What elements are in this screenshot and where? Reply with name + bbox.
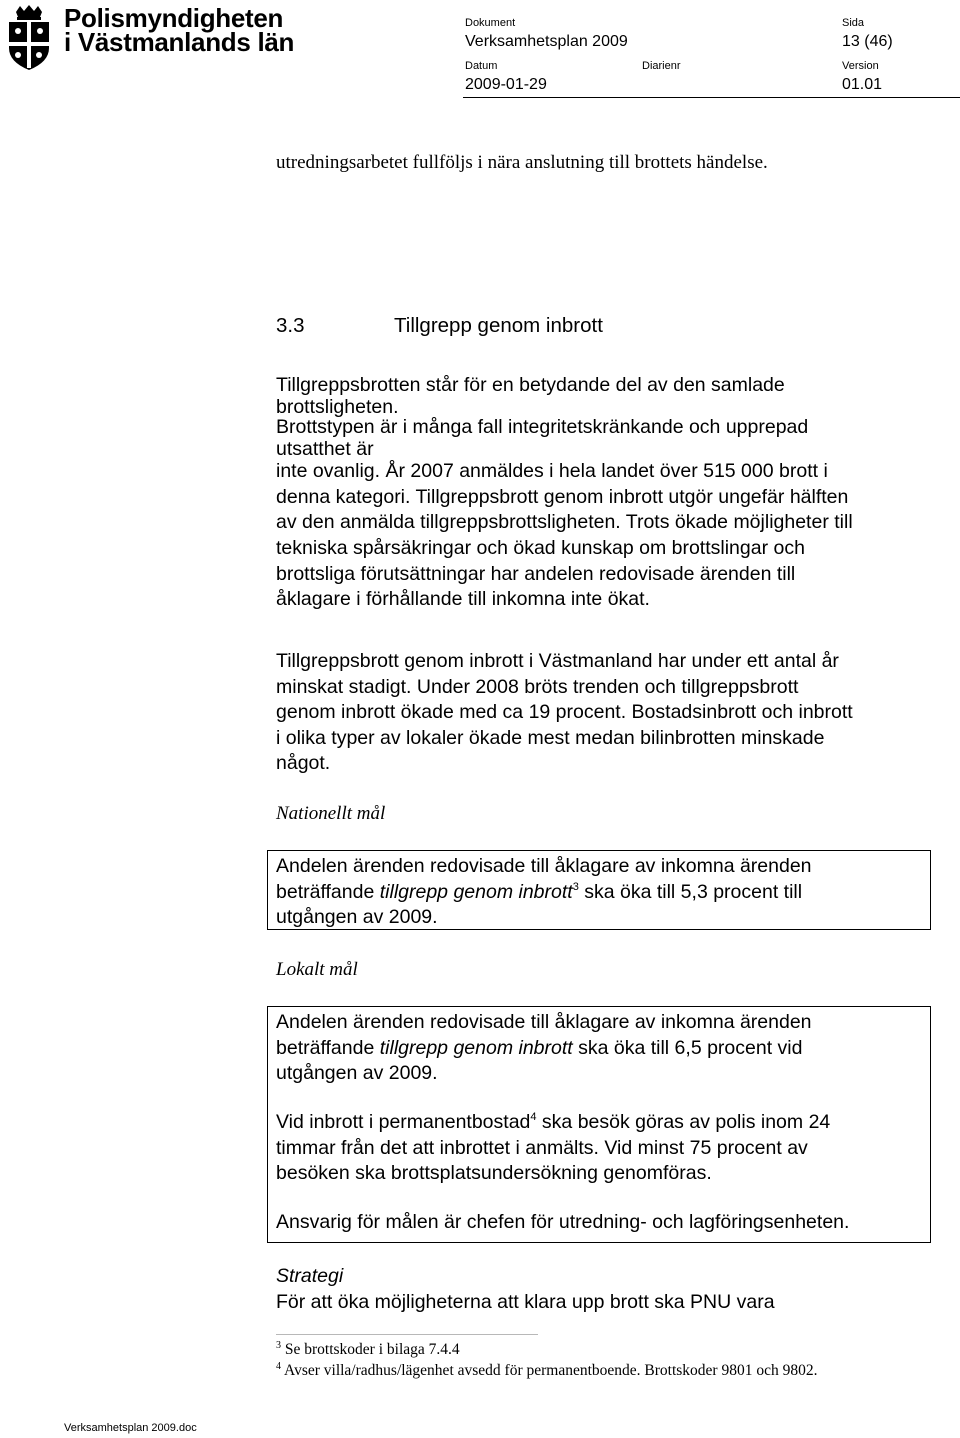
footnote-separator xyxy=(276,1334,538,1335)
coat-of-arms-icon xyxy=(6,4,52,72)
paragraph-line: Brottstypen är i många fall integritetskränkande och upprepad xyxy=(276,415,809,438)
goal-line: besöken ska brottsplatsundersökning genomföras. xyxy=(276,1162,712,1185)
footnote-ref-3: 3 xyxy=(572,880,579,893)
diarienr-label: Diarienr xyxy=(642,60,681,72)
datum-value: 2009-01-29 xyxy=(465,76,547,93)
goal-line: utgången av 2009. xyxy=(276,906,438,929)
goal-line: timmar från det att inbrottet i anmälts. Vid minst 75 procent av xyxy=(276,1136,808,1159)
paragraph-line: denna kategori. Tillgreppsbrott genom inbrott utgör ungefär hälften xyxy=(276,485,849,508)
paragraph-1 xyxy=(276,373,853,613)
paragraph-line: i olika typer av lokaler ökade mest medan bilinbrotten minskade xyxy=(276,726,825,749)
section-heading xyxy=(276,313,603,339)
footnote-number: 4 xyxy=(276,1361,281,1372)
goal-line: Andelen ärenden redovisade till åklagare av inkomna ärenden xyxy=(276,855,812,877)
paragraph-line: brottsligheten. xyxy=(276,395,399,418)
strategy-text: För att öka möjligheterna att klara upp brott ska PNU vara xyxy=(276,1291,775,1313)
version-label: Version xyxy=(842,60,879,72)
footnote-4 xyxy=(276,1362,817,1380)
paragraph-line: inte ovanlig. År 2007 anmäldes i hela landet över 515 000 brott i xyxy=(276,460,828,483)
paragraph-line: Tillgreppsbrott genom inbrott i Västmanland har under ett antal år xyxy=(276,650,839,672)
goal-line: utgången av 2009. xyxy=(276,1062,438,1085)
dokument-label: Dokument xyxy=(465,17,516,29)
dokument-value: Verksamhetsplan 2009 xyxy=(465,33,628,50)
goal-italic: tillgrepp genom inbrott xyxy=(379,1036,573,1059)
organization-name: Polismyndigheten xyxy=(64,3,284,33)
responsible-text: Ansvarig för målen är chefen för utredning- och lagföringsenheten. xyxy=(276,1211,850,1233)
paragraph-line: genom inbrott ökade med ca 19 procent. Bostadsinbrott och inbrott xyxy=(276,701,853,724)
goal-line: Andelen ärenden redovisade till åklagare av inkomna ärenden xyxy=(276,1011,812,1033)
national-goal-text xyxy=(276,854,812,931)
footnote-number: 3 xyxy=(276,1340,281,1351)
paragraph-2 xyxy=(276,649,853,777)
goal-line: beträffande tillgrepp genom inbrott ska öka till 6,5 procent vid xyxy=(276,1036,803,1059)
paragraph-line: något. xyxy=(276,752,331,775)
paragraph-line: åklagare i förhållande till inkomna inte ökat. xyxy=(276,588,650,611)
sida-value: 13 (46) xyxy=(842,33,893,50)
national-goal-heading: Nationellt mål xyxy=(276,803,386,824)
section-number: 3.3 xyxy=(276,314,305,337)
goal-line: beträffande tillgrepp genom inbrott$^3$ ska öka till 5,3 procent till xyxy=(276,880,803,903)
goal-line: Vid inbrott i permanentbostad$^4$ ska besök göras av polis inom 24 xyxy=(276,1111,831,1133)
organization-county: i Västmanlands län xyxy=(64,27,295,57)
paragraph-line: utsatthet är xyxy=(276,438,374,461)
intro-text: utredningsarbetet fullföljs i nära anslutning till brottets händelse. xyxy=(276,152,768,173)
footnote-text: Avser villa/radhus/lägenhet avsedd för permanentboende. Brottskoder 9801 och 9802. xyxy=(281,1362,818,1379)
datum-label: Datum xyxy=(465,60,498,72)
local-goal-text xyxy=(276,1010,812,1087)
footnote-text: Se brottskoder i bilaga 7.4.4 xyxy=(281,1341,460,1358)
paragraph-line: av den anmälda tillgreppsbrottsligheten. Trots ökade möjligheter till xyxy=(276,511,853,534)
strategy-heading: Strategi xyxy=(276,1265,344,1287)
header-divider xyxy=(463,97,960,98)
paragraph-line: minskat stadigt. Under 2008 bröts trenden och tillgreppsbrott xyxy=(276,675,799,698)
section-title: Tillgrepp genom inbrott xyxy=(394,314,603,337)
footnote-3 xyxy=(276,1341,460,1359)
sida-label: Sida xyxy=(842,17,865,29)
visit-goal-text xyxy=(276,1110,830,1187)
goal-italic: tillgrepp genom inbrott xyxy=(379,880,573,903)
local-goal-heading: Lokalt mål xyxy=(276,959,358,980)
paragraph-line: brottsliga förutsättningar har andelen redovisade ärenden till xyxy=(276,562,796,585)
version-value: 01.01 xyxy=(842,76,883,93)
footnote-ref-4: 4 xyxy=(530,1111,537,1123)
paragraph-line: Tillgreppsbrotten står för en betydande del av den samlade xyxy=(276,374,785,396)
paragraph-line: tekniska spårsäkringar och ökad kunskap om brottslingar och xyxy=(276,536,805,559)
footer-filename: Verksamhetsplan 2009.doc xyxy=(64,1422,197,1434)
